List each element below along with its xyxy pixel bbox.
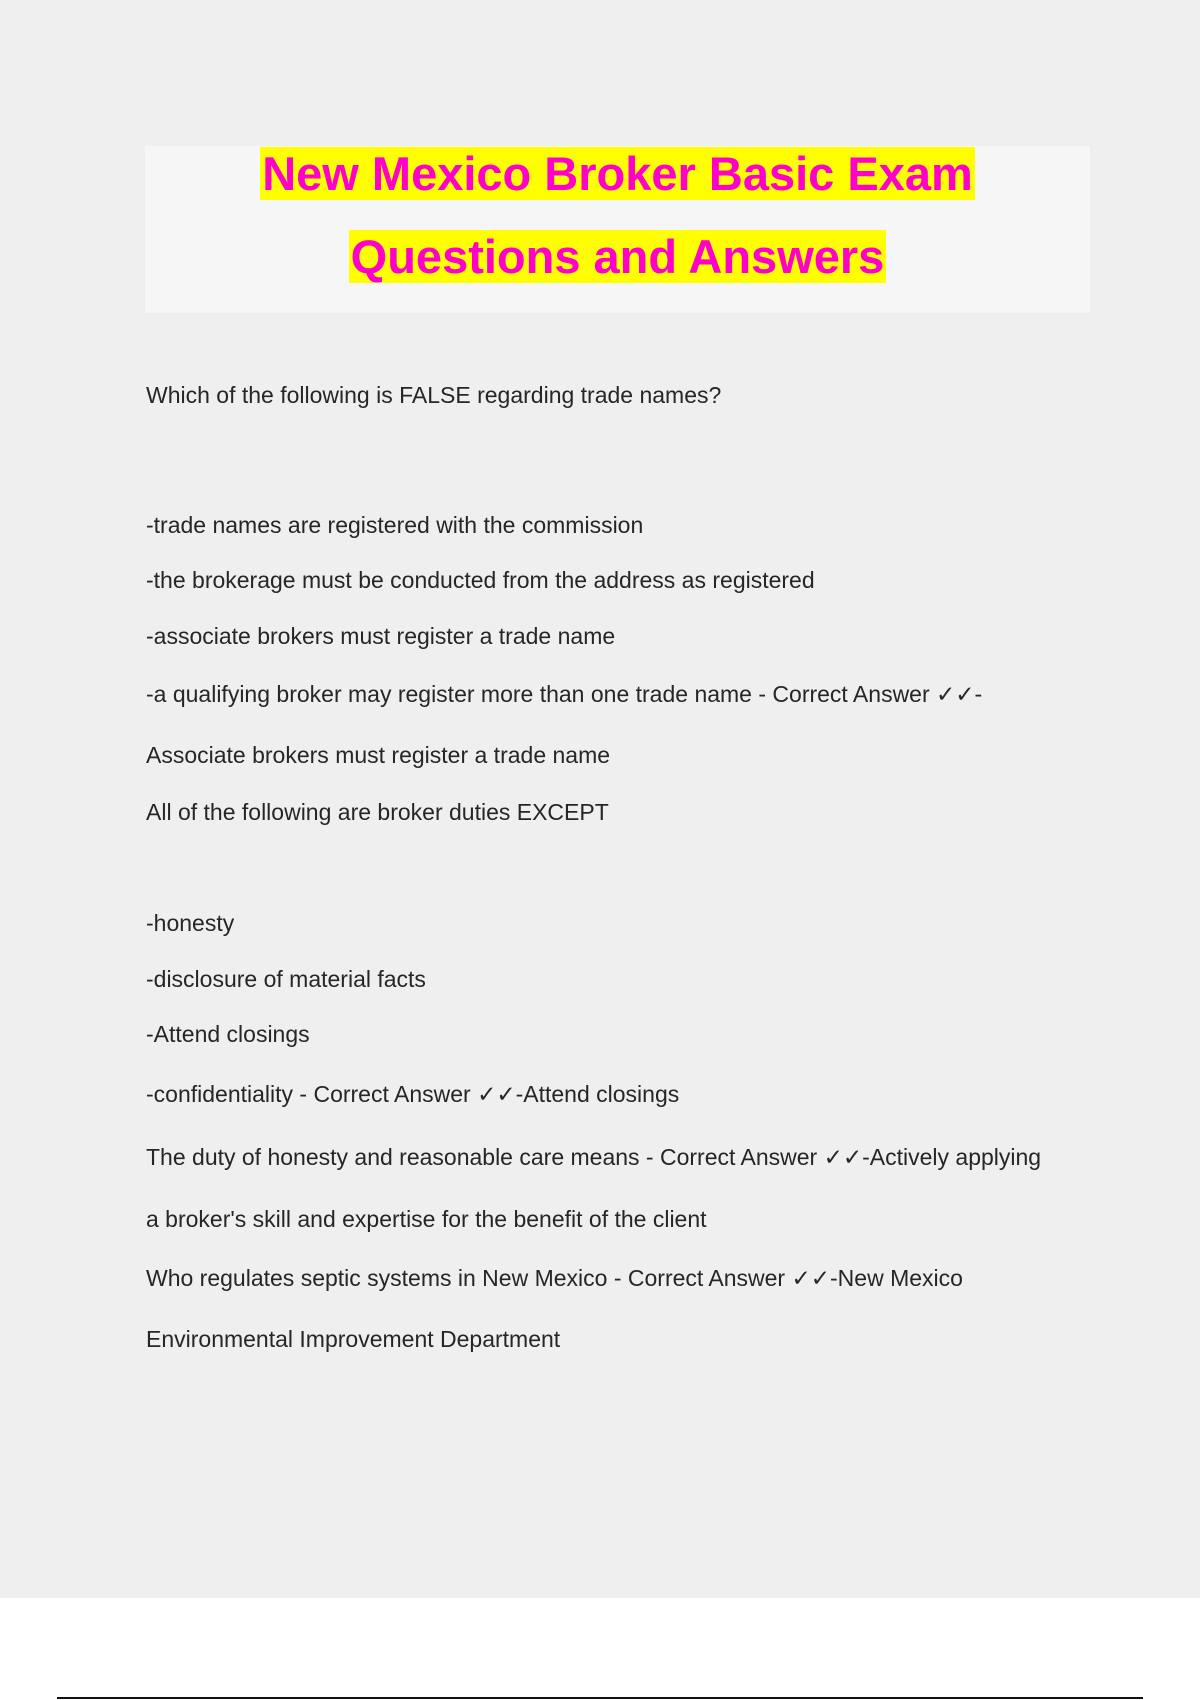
option-line-with-answer: -a qualifying broker may register more than one trade name - Correct Answer ✓✓-: [146, 681, 983, 707]
option-line: -associate brokers must register a trade name: [146, 623, 616, 649]
option-line: -trade names are registered with the commission: [146, 512, 644, 538]
option-line: -disclosure of material facts: [146, 966, 426, 992]
question-answer-line: The duty of honesty and reasonable care means - Correct Answer ✓✓-Actively applying: [146, 1144, 1042, 1170]
question-answer-line: Who regulates septic systems in New Mexico - Correct Answer ✓✓-New Mexico: [146, 1265, 963, 1291]
page-title-line-2: Questions and Answers: [350, 230, 885, 283]
option-line: -the brokerage must be conducted from the address as registered: [146, 567, 815, 593]
option-line: -Attend closings: [146, 1021, 310, 1047]
answer-line: Environmental Improvement Department: [146, 1326, 561, 1352]
title-box: [145, 146, 1090, 313]
option-line: -honesty: [146, 910, 235, 936]
answer-line: Associate brokers must register a trade name: [146, 742, 611, 768]
footer-divider: [57, 1697, 1143, 1699]
question-trade-names: Which of the following is FALSE regarding trade names?: [146, 382, 722, 408]
answer-line: a broker's skill and expertise for the benefit of the client: [146, 1206, 707, 1232]
option-line-with-answer: -confidentiality - Correct Answer ✓✓-Attend closings: [146, 1081, 680, 1107]
page-title-line-1: New Mexico Broker Basic Exam: [262, 147, 973, 200]
question-broker-duties: All of the following are broker duties EXCEPT: [146, 799, 609, 825]
